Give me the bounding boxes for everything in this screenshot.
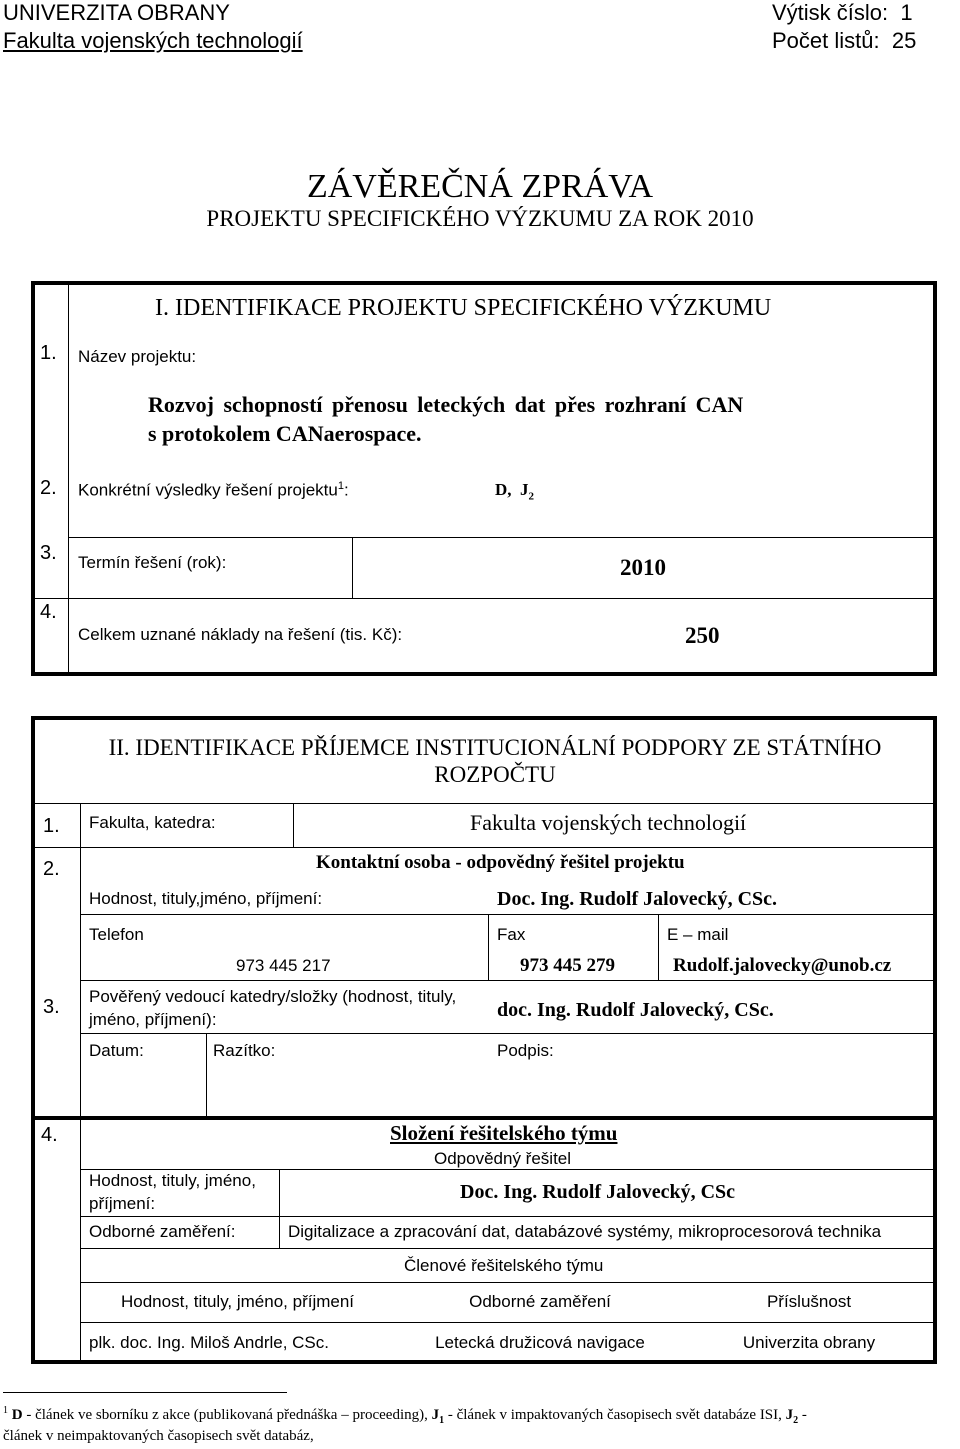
section2-heading-line2: ROZPOČTU: [434, 762, 556, 787]
fax-label: Fax: [497, 925, 526, 944]
leader-focus-value: Digitalizace a zpracování dat, databázové systémy, mikroprocesorová technika: [288, 1222, 882, 1241]
signature-label: Podpis:: [497, 1041, 554, 1060]
fax-value: 973 445 279: [520, 955, 615, 976]
responsible-heading: Odpovědný řešitel: [434, 1149, 572, 1168]
university-name: UNIVERZITA OBRANY: [3, 0, 230, 25]
results-value: D, $J_2$: [495, 480, 535, 503]
phone-label: Telefon: [89, 925, 144, 944]
project-name-line2: s protokolem CANaerospace.: [148, 421, 422, 446]
project-name-label: Název projektu:: [78, 347, 197, 366]
team-heading: Složení řešitelského týmu: [390, 1121, 618, 1145]
leader-name-label-line1: Hodnost, tituly, jméno,: [89, 1171, 256, 1190]
faculty-dept-value: Fakulta vojenských technologií: [470, 810, 747, 835]
item3-number: 3.: [40, 542, 57, 564]
item4-number: 4.: [40, 601, 57, 623]
dept-head-label-line2: jméno, příjmení):: [89, 1010, 217, 1029]
members-col-name: Hodnost, tituly, jméno, příjmení: [120, 1292, 355, 1311]
s3-item4-number: 4.: [41, 1124, 58, 1146]
faculty-name: Fakulta vojenských technologií: [3, 28, 303, 53]
dept-head-value: doc. Ing. Rudolf Jalovecký, CSc.: [497, 999, 774, 1021]
term-value: 2010: [620, 555, 666, 580]
s2-item3-number: 3.: [43, 996, 60, 1018]
project-name-line1: Rozvoj schopností přenosu leteckých dat přes rozhraní CAN: [148, 392, 744, 417]
print-number: Výtisk číslo: 1: [772, 0, 913, 25]
date-label: Datum:: [89, 1041, 144, 1060]
email-value: Rudolf.jalovecky@unob.cz: [673, 955, 892, 976]
members-heading: Členové řešitelského týmu: [404, 1256, 604, 1275]
term-label: Termín řešení (rok):: [78, 553, 227, 572]
member-name: plk. doc. Ing. Miloš Andrle, CSc.: [89, 1333, 329, 1352]
member-affiliation: Univerzita obrany: [742, 1333, 876, 1352]
contact-name-label: Hodnost, tituly,jméno, příjmení:: [89, 889, 323, 908]
members-col-affiliation: Příslušnost: [766, 1292, 852, 1311]
section2-heading-line1: II. IDENTIFIKACE PŘÍJEMCE INSTITUCIONÁLNÍ PODPORY ZE STÁTNÍHO: [108, 735, 882, 760]
contact-heading: Kontaktní osoba - odpovědný řešitel projektu: [316, 852, 685, 873]
report-title: ZÁVĚREČNÁ ZPRÁVA: [306, 168, 653, 205]
sheets-count: Počet listů: 25: [772, 28, 917, 53]
s2-item2-number: 2.: [43, 858, 60, 880]
dept-head-label-line1: Pověřený vedoucí katedry/složky (hodnost, tituly,: [89, 987, 457, 1006]
footnote-line1: $^1$ D - článek ve sborníku z akce (publikovaná přednáška – proceeding), $J_1$ - článek v impaktovaných časopisech svět databáze ISI, $J_2$ -: [3, 1405, 807, 1426]
footnote-line2: článek v neimpaktovaných časopisech svět databáz,: [3, 1428, 314, 1444]
leader-focus-label: Odborné zaměření:: [89, 1222, 236, 1241]
faculty-dept-label: Fakulta, katedra:: [89, 813, 216, 832]
members-col-focus: Odborné zaměření: [469, 1292, 611, 1311]
phone-value: 973 445 217: [236, 956, 331, 975]
leader-name-label-line2: příjmení:: [89, 1194, 156, 1213]
email-label: E – mail: [667, 925, 729, 944]
report-subtitle: PROJEKTU SPECIFICKÉHO VÝZKUMU ZA ROK 2010: [206, 206, 754, 231]
footnote-divider: [3, 1392, 287, 1393]
results-label: Konkrétní výsledky řešení projektu$^1$:: [78, 480, 349, 500]
item2-number: 2.: [40, 477, 57, 499]
item1-number: 1.: [40, 342, 57, 364]
member-focus: Letecká družicová navigace: [435, 1333, 645, 1352]
leader-name-value: Doc. Ing. Rudolf Jalovecký, CSc: [460, 1181, 736, 1203]
stamp-label: Razítko:: [213, 1041, 276, 1060]
section1-heading: I. IDENTIFIKACE PROJEKTU SPECIFICKÉHO VÝZKUMU: [155, 295, 772, 321]
s2-item1-number: 1.: [43, 815, 60, 837]
contact-name-value: Doc. Ing. Rudolf Jalovecký, CSc.: [497, 888, 778, 910]
costs-value: 250: [685, 623, 720, 648]
costs-label: Celkem uznané náklady na řešení (tis. Kč):: [78, 625, 403, 644]
